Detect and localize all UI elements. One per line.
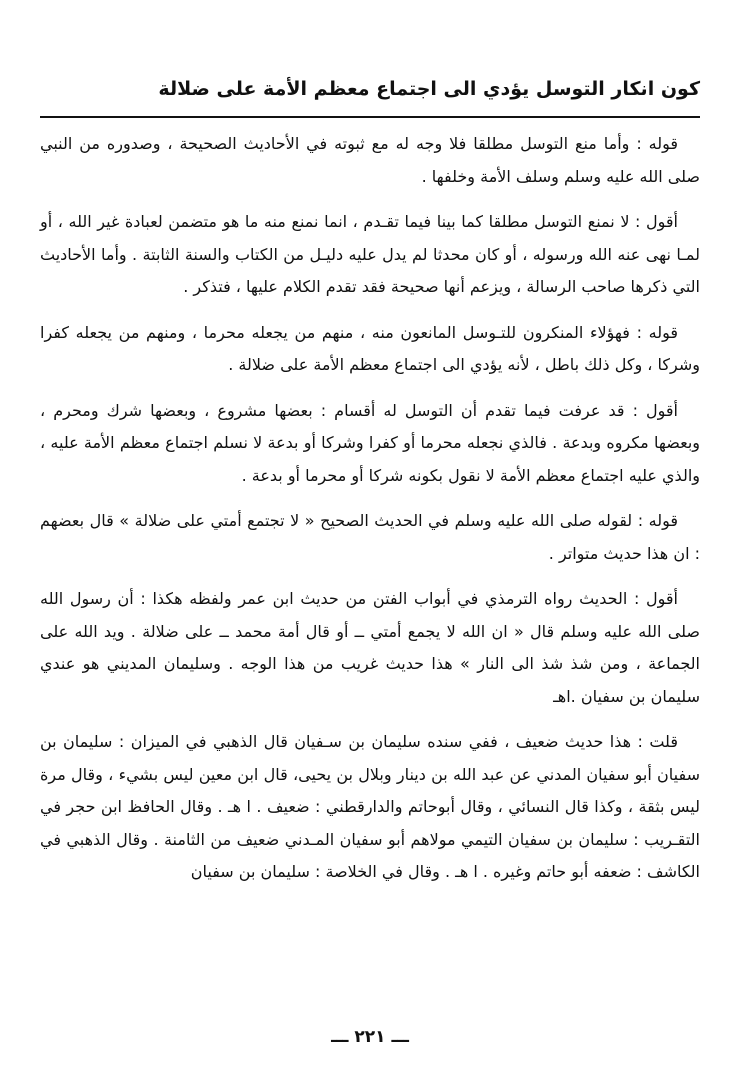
header-rule [40,116,700,118]
paragraph-6: أقول : الحديث رواه الترمذي في أبواب الفتن من حديث ابن عمر ولفظه هكذا : أن رسول الله صلى الله عليه وسلم قال « ان الله لا يجمع أمتي ــ أو قال أمة محمد ــ على ضلالة . ويد الله على الجماعة ، ومن شذ شذ الى النار » هذا حديث غريب من هذا الوجه . وسليمان المديني هو عندي سليمان بن سفيان .اهـ [40,589,700,706]
body-text [40,128,700,902]
running-head-title: كون انكار التوسل يؤدي الى اجتماع معظم الأمة على ضلالة [158,78,700,100]
book-page [40,72,700,1072]
paragraph-7: قلت : هذا حديث ضعيف ، ففي سنده سليمان بن سـفيان قال الذهبي في الميزان : سليمان بن سفيان أبو سفيان المدني عن عبد الله بن دينار وبلال بن يحيى، قال ابن معين ليس بشيء ، وقال مرة ليس بثقة ، وكذا قال النسائي ، وقال أبوحاتم والدارقطني : ضعيف . ا هـ . وقال الحافظ ابن حجر في التقـريب : سليمان بن سفيان التيمي مولاهم أبو سفيان المـدني ضعيف من الثامنة . وقال الذهبي في الكاشف : ضعفه أبو حاتم وغيره . ا هـ . وقال في الخلاصة : سليمان بن سفيان [40,732,700,881]
paragraph-1: قوله : وأما منع التوسل مطلقا فلا وجه له مع ثبوته في الأحاديث الصحيحة ، وصدوره من النبي صلى الله عليه وسلم وسلف الأمة وخلفها . [40,134,700,186]
paragraph-4: أقول : قد عرفت فيما تقدم أن التوسل له أقسام : بعضها مشروع ، وبعضها شرك ومحرم ، وبعضها مكروه وبدعة . فالذي نجعله محرما أو كفرا وشركا أو بدعة لا نسلم اجتماع معظم الأمة عليه ، والذي عليه اجتماع معظم الأمة لا نقول بكونه شركا أو محرما أو بدعة . [40,400,700,485]
paragraph-3: قوله : فهؤلاء المنكرون للتـوسل المانعون منه ، منهم من يجعله محرما ، ومنهم من يجعله كفرا وشركا ، وكل ذلك باطل ، لأنه يؤدي الى اجتماع معظم الأمة على ضلالة . [40,322,700,374]
paragraph-2: أقول : لا نمنع التوسل مطلقا كما بينا فيما تقـدم ، انما نمنع منه ما هو متضمن لعبادة غير الله ، أو لمـا نهى عنه الله ورسوله ، أو كان محدثا لم يدل عليه دليـل من الكتاب والسنة الثابتة . وأما الأحاديث التي ذكرها صاحب الرسالة ، ويزعم أنها صحيحة فقد تقدم الكلام عليها ، فتذكر . [40,212,700,296]
page-number: ـــ ٢٢١ ـــ [331,1027,409,1047]
paragraph-5: قوله : لقوله صلى الله عليه وسلم في الحديث الصحيح « لا تجتمع أمتي على ضلالة » قال بعضهم : ان هذا حديث متواتر . [40,511,700,563]
